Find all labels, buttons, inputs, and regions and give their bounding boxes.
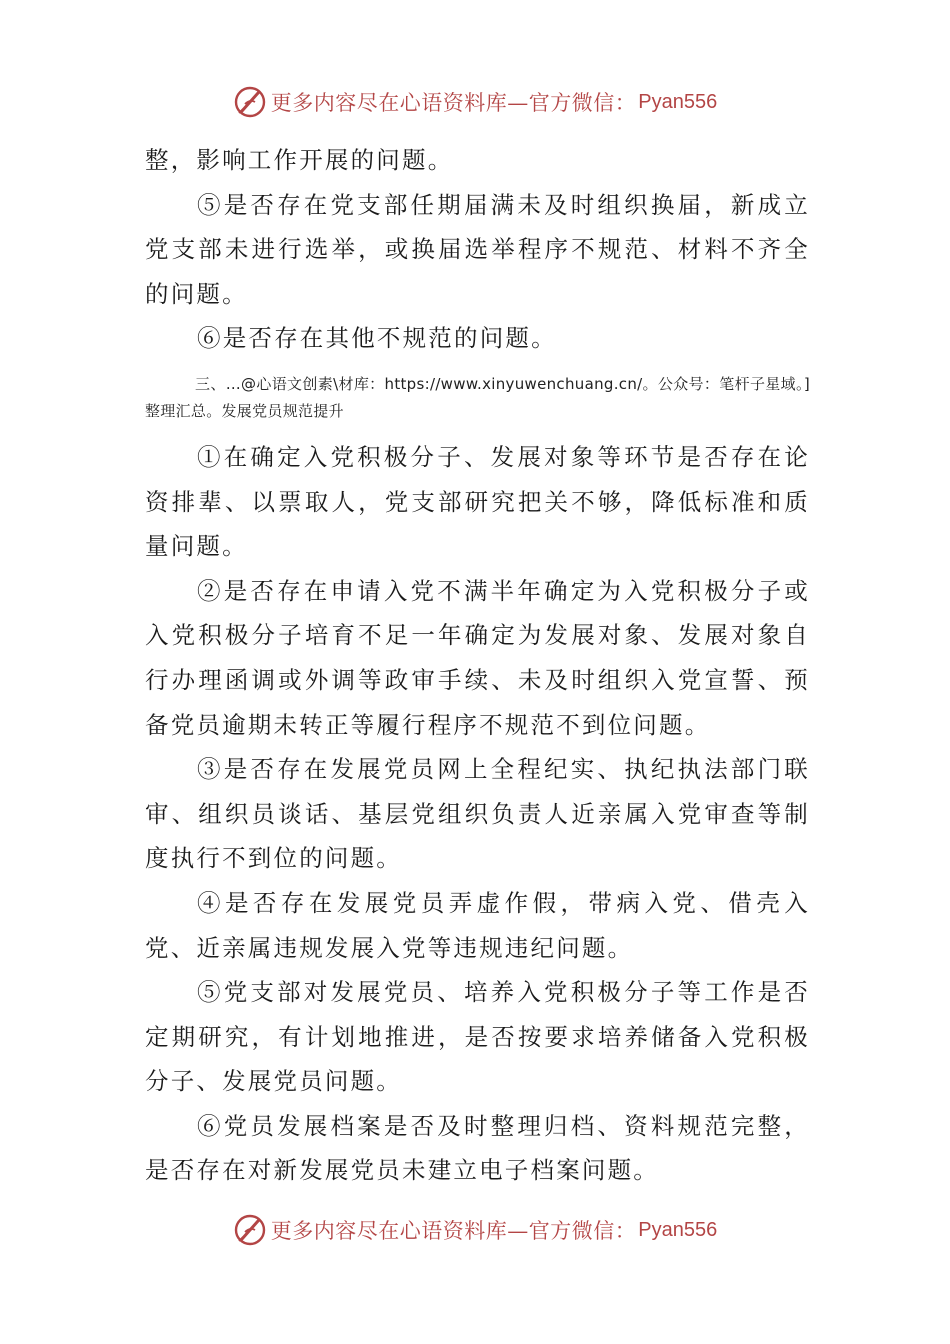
paragraph: 整，影响工作开展的问题。 [145,146,454,174]
paragraph: ⑤党支部对发展党员、培养入党积极分子等工作是否定期研究，有计划地推进，是否按要求培养储备入党积极分子、发展党员问题。 [145,978,810,1096]
paragraph: ⑥党员发展档案是否及时整理归档、资料规范完整，是否存在对新发展党员未建立电子档案问题。 [145,1111,810,1185]
header-wechat-id: Pyan556 [638,90,718,113]
footer-banner [0,1208,950,1252]
paragraph: ①在确定入党积极分子、发展对象等环节是否存在论资排辈、以票取人，党支部研究把关不够，降低标准和质量问题。 [145,442,810,561]
header-banner [0,80,950,124]
paragraph: ③是否存在发展党员网上全程纪实、执纪执法部门联审、组织员谈话、基层党组织负责人近亲属入党审查等制度执行不到位的问题。 [145,755,810,873]
pen-logo-icon [233,85,267,119]
header-banner-text: 更多内容尽在心语资料库—官方微信： [270,91,637,115]
footer-banner-text: 更多内容尽在心语资料库—官方微信： [270,1219,637,1243]
document-body [145,138,810,1193]
section-heading: 三、…@心语文创素\材库：https://www.xinyuwenchuang.cn/。公众号：笔杆子星域。]整理汇总。发展党员规范提升 [145,374,810,420]
paragraph: ②是否存在申请入党不满半年确定为入党积极分子或入党积极分子培育不足一年确定为发展对象、发展对象自行办理函调或外调等政审手续、未及时组织入党宣誓、预备党员逾期未转正等履行程序不规范不到位问题。 [145,576,810,739]
paragraph: ⑤是否存在党支部任期届满未及时组织换届，新成立党支部未进行选举，或换届选举程序不规范、材料不齐全的问题。 [145,190,810,308]
pen-logo-icon [233,1213,267,1247]
paragraph: ⑥是否存在其他不规范的问题。 [197,324,557,353]
paragraph: ④是否存在发展党员弄虚作假，带病入党、借壳入党、近亲属违规发展入党等违规违纪问题。 [145,888,810,962]
footer-wechat-id: Pyan556 [638,1218,718,1241]
